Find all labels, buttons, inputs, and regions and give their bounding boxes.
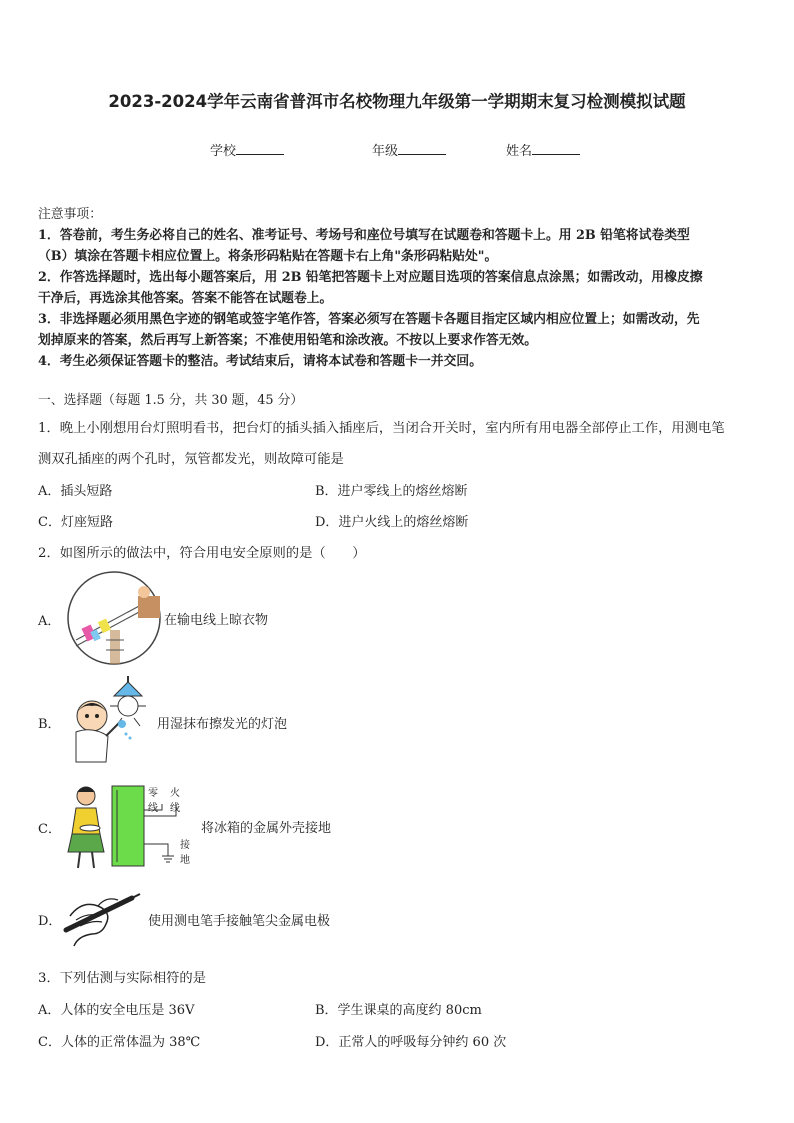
q1-option-b[interactable]: B．进户零线上的熔丝熔断 (315, 484, 468, 499)
exam-title: 2023-2024学年云南省普洱市名校物理九年级第一学期期末复习检测模拟试题 (108, 92, 686, 111)
q1-stem-line1: 1．晚上小刚想用台灯照明看书，把台灯的插头插入插座后，当闭合开关时，室内所有用电器全部停止工作，用测电笔 (38, 421, 725, 436)
ground-label (180, 840, 190, 866)
notice-line: 干净后，再选涂其他答案。答案不能答在试题卷上。 (38, 291, 333, 306)
q1-option-a[interactable]: A．插头短路 (38, 484, 113, 499)
q3-option-a[interactable]: A．人体的安全电压是 36V (38, 1003, 195, 1018)
notice-heading: 注意事项： (38, 207, 102, 222)
q2-option-a-letter[interactable]: A． (38, 614, 61, 629)
notice-line: 3．非选择题必须用黑色字迹的钢笔或签字笔作答，答案必须写在答题卡各题目指定区域内相应位置上；如需改动，先 (38, 312, 700, 327)
wet-cloth-bulb-illustration (66, 676, 158, 768)
ground-char: 接 (180, 840, 190, 851)
neutral-char: 零 (148, 788, 158, 799)
q3-option-b[interactable]: B．学生课桌的高度约 80cm (315, 1003, 482, 1018)
q2-option-d-letter[interactable]: D． (38, 914, 62, 929)
grade-label: 年级 (372, 144, 399, 159)
ground-char2: 地 (180, 855, 190, 866)
live-char: 火 (170, 788, 180, 799)
q3-option-c[interactable]: C．人体的正常体温为 38℃ (38, 1035, 201, 1050)
notice-line: 划掉原来的答案，然后再写上新答案；不准使用铅笔和涂改液。不按以上要求作答无效。 (38, 333, 538, 348)
q2-option-a-caption: 在输电线上晾衣物 (164, 613, 269, 628)
section-heading: 一、选择题（每题 1.5 分，共 30 题，45 分） (38, 393, 304, 408)
q3-option-d[interactable]: D．正常人的呼吸每分钟约 60 次 (315, 1035, 507, 1050)
q2-option-c-caption: 将冰箱的金属外壳接地 (201, 821, 332, 836)
live-char2: 线 (170, 803, 180, 814)
q2-option-d-caption: 使用测电笔手接触笔尖金属电极 (148, 914, 331, 929)
notice-line: 1．答卷前，考生务必将自己的姓名、准考证号、考场号和座位号填写在试题卷和答题卡上。用 2B 铅笔将试卷类型 (38, 228, 690, 243)
q1-stem-line2: 测双孔插座的两个孔时，氖管都发光，则故障可能是 (38, 452, 344, 467)
live-wire-label (170, 788, 180, 814)
q2-option-c-letter[interactable]: C． (38, 822, 61, 837)
name-field[interactable] (506, 140, 580, 159)
q2-stem: 2．如图所示的做法中，符合用电安全原则的是（ ） (38, 546, 366, 561)
name-blank[interactable] (532, 142, 580, 155)
q3-stem: 3．下列估测与实际相符的是 (38, 971, 207, 986)
notice-line: 2．作答选择题时，选出每小题答案后，用 2B 铅笔把答题卡上对应题目选项的答案信息点涂黑；如需改动，用橡皮擦 (38, 270, 703, 285)
notice-line: 4．考生必须保证答题卡的整洁。考试结束后，请将本试卷和答题卡一并交回。 (38, 354, 482, 369)
q1-option-d[interactable]: D．进户火线上的熔丝熔断 (315, 515, 469, 530)
school-field[interactable] (210, 140, 284, 159)
name-label: 姓名 (506, 144, 533, 159)
laundry-on-wire-illustration (66, 570, 162, 666)
notice-line: （B）填涂在答题卡相应位置上。将条形码粘贴在答题卡右上角"条形码粘贴处"。 (38, 249, 498, 264)
school-blank[interactable] (236, 142, 284, 155)
test-pen-hand-illustration (62, 890, 144, 950)
neutral-char2: 线 (148, 803, 158, 814)
q2-option-b-caption: 用湿抹布擦发光的灯泡 (157, 717, 288, 732)
q2-option-b-letter[interactable]: B． (38, 717, 61, 732)
q1-option-c[interactable]: C．灯座短路 (38, 515, 113, 530)
school-label: 学校 (210, 144, 237, 159)
grade-field[interactable] (372, 140, 446, 159)
grade-blank[interactable] (398, 142, 446, 155)
neutral-wire-label (148, 788, 158, 814)
